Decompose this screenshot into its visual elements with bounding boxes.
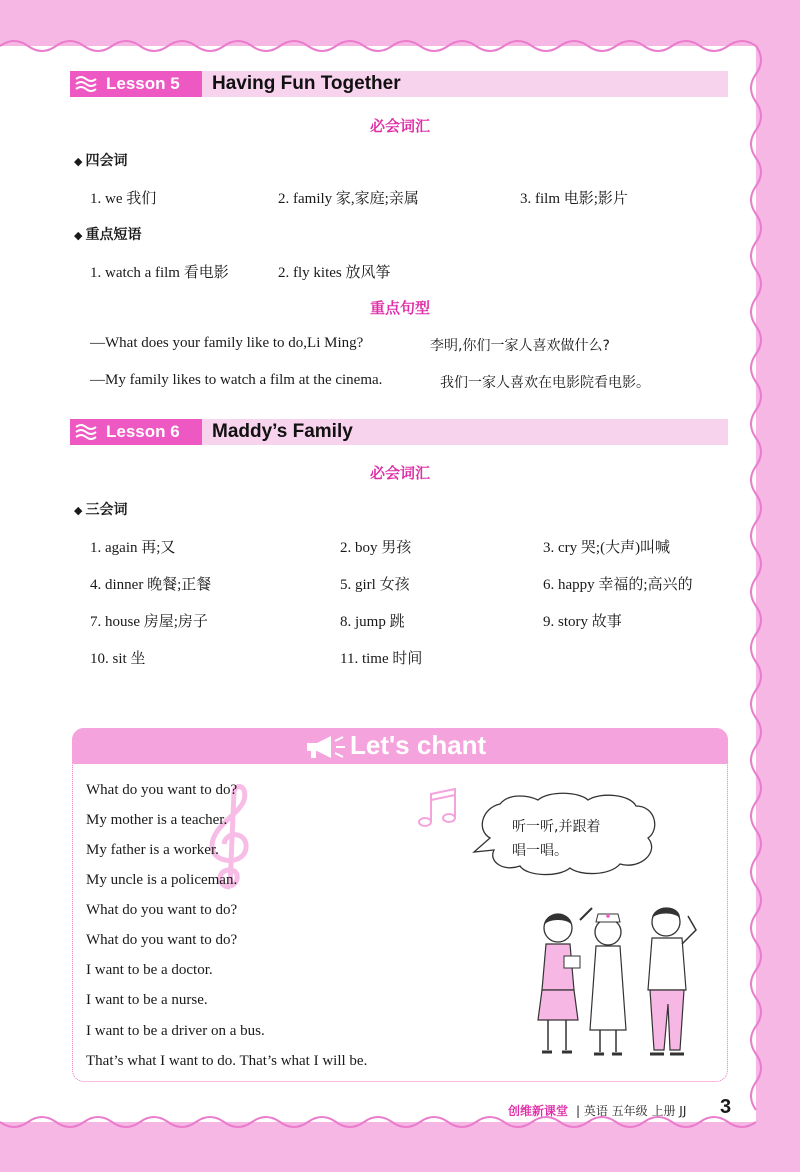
lesson6-tag: [70, 419, 202, 445]
lesson5-word-1: 1. we 我们: [90, 191, 157, 207]
worker-figure: [648, 908, 696, 1055]
bubble-text-line-2: 唱一唱。: [512, 843, 568, 859]
footer-brand: 创维新课堂: [508, 1104, 569, 1118]
chant-line-5: What do you want to do?: [86, 902, 238, 918]
chant-line-8: I want to be a nurse.: [86, 992, 208, 1008]
chant-line-9: I want to be a driver on a bus.: [86, 1023, 265, 1039]
page-number: 3: [720, 1096, 732, 1118]
teacher-figure: [538, 914, 580, 1052]
lesson6-word-4: 4. dinner 晚餐;正餐: [90, 577, 212, 593]
lesson6-word-8: 8. jump 跳: [340, 614, 405, 630]
lesson5-title: Having Fun Together: [212, 73, 401, 94]
lesson6-word-10: 10. sit 坐: [90, 651, 146, 667]
chant-line-10: That’s what I want to do. That’s what I will be.: [86, 1053, 368, 1069]
chant-line-3: My father is a worker.: [86, 842, 219, 858]
lesson5-word-3: 3. film 电影;影片: [520, 191, 628, 207]
lesson5-sentence-2-zh: 我们一家人喜欢在电影院看电影。: [440, 375, 650, 391]
lesson6-vocab-title: 必会词汇: [369, 464, 430, 482]
lesson5-phrase-1: 1. watch a film 看电影: [90, 265, 229, 281]
lesson6-three-words-heading: ◆ 三会词: [74, 502, 128, 518]
diamond-bullet-icon: ◆: [74, 155, 83, 168]
lesson6-word-6: 6. happy 幸福的;高兴的: [543, 577, 693, 593]
megaphone-icon: [303, 733, 347, 761]
lesson5-phrase-2: 2. fly kites 放风筝: [278, 265, 391, 281]
chant-title: Let's chant: [350, 730, 487, 760]
footer-info: | 英语 五年级 上册 JJ: [576, 1104, 687, 1118]
lesson5-header: [70, 71, 728, 97]
chant-line-7: I want to be a doctor.: [86, 962, 213, 978]
lesson5-tag: [70, 71, 202, 97]
diamond-bullet-icon: ◆: [74, 504, 83, 517]
lesson6-word-3: 3. cry 哭;(大声)叫喊: [543, 540, 671, 556]
chant-line-1: What do you want to do?: [86, 782, 238, 798]
people-illustration: [520, 900, 720, 1070]
lesson5-tag-label: Lesson 5: [106, 74, 180, 93]
diamond-bullet-icon: ◆: [74, 229, 83, 242]
lesson6-header: [70, 419, 728, 445]
wave-lines-icon: [75, 75, 101, 93]
lesson6-tag-label: Lesson 6: [106, 422, 180, 441]
lesson6-word-5: 5. girl 女孩: [340, 577, 410, 593]
lesson6-word-7: 7. house 房屋;房子: [90, 614, 208, 630]
chant-line-4: My uncle is a policeman.: [86, 872, 238, 888]
lesson6-word-11: 11. time 时间: [340, 651, 423, 667]
lesson5-sentences-title: 重点句型: [369, 299, 430, 317]
lesson6-word-9: 9. story 故事: [543, 614, 622, 630]
lesson5-phrases-heading: ◆ 重点短语: [74, 227, 142, 243]
music-note-icon: [416, 786, 460, 830]
nurse-figure: [580, 908, 626, 1054]
lesson5-sentence-1-en: —What does your family like to do,Li Ming?: [90, 335, 364, 351]
wave-lines-icon: [75, 423, 101, 441]
bubble-text-line-1: 听一听,并跟着: [512, 819, 601, 835]
lesson6-title: Maddy’s Family: [212, 421, 353, 442]
lesson5-sentence-1-zh: 李明,你们一家人喜欢做什么?: [430, 338, 610, 354]
chant-line-6: What do you want to do?: [86, 932, 238, 948]
lesson5-word-2: 2. family 家,家庭;亲属: [278, 191, 419, 207]
lesson5-vocab-title: 必会词汇: [369, 117, 430, 135]
lesson5-four-words-heading: ◆ 四会词: [74, 153, 128, 169]
chant-line-2: My mother is a teacher.: [86, 812, 228, 828]
lesson5-sentence-2-en: —My family likes to watch a film at the cinema.: [90, 372, 383, 388]
lesson6-word-2: 2. boy 男孩: [340, 540, 412, 556]
lesson6-word-1: 1. again 再;又: [90, 540, 176, 556]
